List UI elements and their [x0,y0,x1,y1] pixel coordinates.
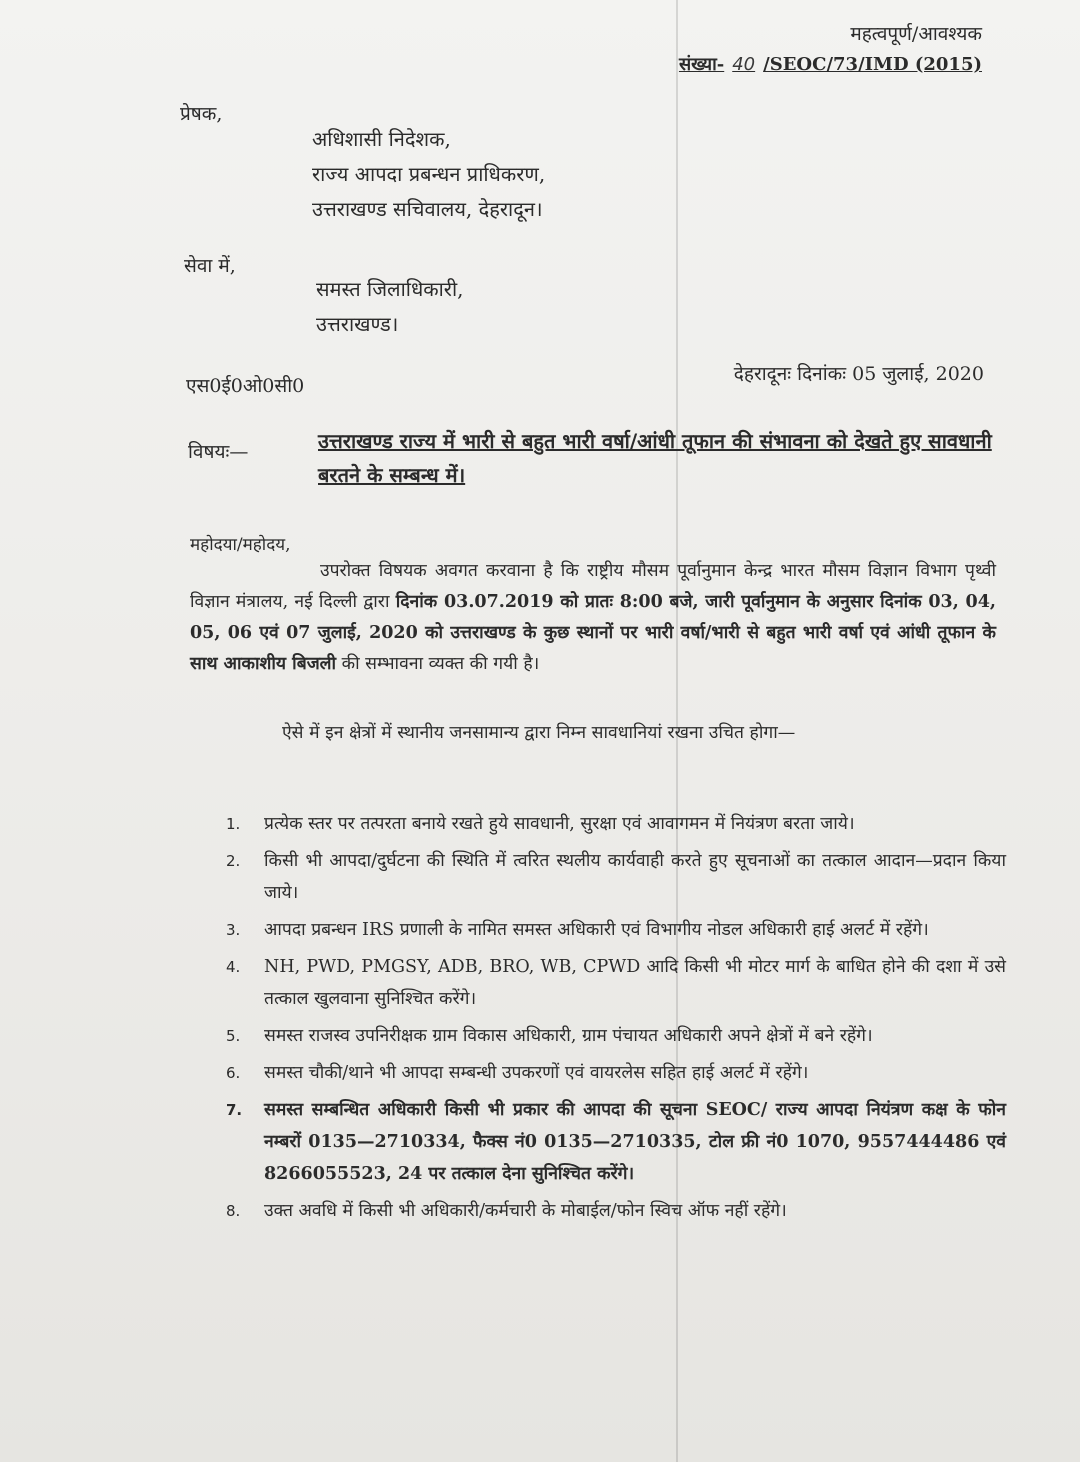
list-item-text: समस्त राजस्व उपनिरीक्षक ग्राम विकास अधिकारी, ग्राम पंचायत अधिकारी अपने क्षेत्रों में बने रहेंगे। [264,1026,873,1046]
reference-suffix: /SEOC/73/IMD (2015) [763,54,982,75]
list-item [226,845,1006,909]
list-item [226,951,1006,1015]
body-paragraph-1-intro: उपरोक्त विषयक अवगत करवाना है कि राष्ट्रीय मौसम पूर्वानुमान केन्द्र भारत मौसम विज्ञान विभाग पृथ्वी विज्ञान मंत्रालय, नई दिल्ली द्वारा [190,561,996,612]
recipient-line: उत्तराखण्ड। [316,312,399,336]
list-item-text: समस्त चौकी/थाने भी आपदा सम्बन्धी उपकरणों एवं वायरलेस सहित हाई अलर्ट में रहेंगे। [264,1063,809,1083]
office-code: एस0ई0ओ0सी0 [186,375,305,397]
sender-line: अधिशासी निदेशक, [312,127,451,151]
recipient-address [316,272,464,342]
list-item-number: 8. [226,1202,241,1220]
list-item [226,1057,1006,1089]
subject-label: विषयः— [188,441,249,463]
sender-line: राज्य आपदा प्रबन्धन प्राधिकरण, [312,162,546,186]
precautions-list [226,808,1006,1232]
list-item-number: 6. [226,1064,241,1082]
list-item [226,1195,1006,1227]
reference-handwritten-number: 40 [732,54,756,75]
list-item-text: आपदा प्रबन्धन IRS प्रणाली के नामित समस्त अधिकारी एवं विभागीय नोडल अधिकारी हाई अलर्ट में रहेंगे। [264,920,929,940]
recipient-line: समस्त जिलाधिकारी, [316,277,464,301]
list-item [226,1094,1006,1190]
body-paragraph-1 [190,556,996,680]
priority-label: महत्वपूर्ण/आवश्यक [850,23,982,45]
sender-label: प्रेषक, [180,103,223,125]
body-paragraph-1-end: की सम्भावना व्यक्त की गयी है। [336,654,540,674]
list-item-number: 5. [226,1027,241,1045]
salutation: महोदया/महोदय, [190,535,291,555]
list-item-number: 7. [226,1101,243,1119]
list-item-text: प्रत्येक स्तर पर तत्परता बनाये रखते हुये सावधानी, सुरक्षा एवं आवागमन में नियंत्रण बरता जाये। [264,814,855,834]
list-item [226,914,1006,946]
sender-line: उत्तराखण्ड सचिवालय, देहरादून। [312,197,543,221]
list-item-number: 4. [226,958,241,976]
list-item [226,808,1006,840]
body-paragraph-1-forecast: दिनांक 03.07.2019 को प्रातः 8:00 बजे, जारी पूर्वानुमान के अनुसार दिनांक 03, 04, 05, 06 एवं 07 जुलाई, 2020 को उत्तराखण्ड के कुछ स्थानों पर भारी वर्षा/भारी से बहुत भारी वर्षा एवं आंधी तूफान के साथ आकाशीय बिजली [190,592,996,674]
reference-number [679,52,982,76]
body-paragraph-2: ऐसे में इन क्षेत्रों में स्थानीय जनसामान्य द्वारा निम्न सावधानियां रखना उचित होगा— [282,723,796,743]
list-item [226,1020,1006,1052]
list-item-text: समस्त सम्बन्धित अधिकारी किसी भी प्रकार की आपदा की सूचना SEOC/ राज्य आपदा नियंत्रण कक्ष के फोन नम्बरों 0135—2710334, फैक्स नं0 0135—2710335, टोल फ्री नं0 1070, 9557444486 एवं 8266055523, 24 पर तत्काल देना सुनिश्चित करेंगे। [264,1100,1006,1184]
date-line: देहरादूनः दिनांकः 05 जुलाई, 2020 [733,363,984,385]
subject-text: उत्तराखण्ड राज्य में भारी से बहुत भारी वर्षा/आंधी तूफान की संभावना को देखते हुए सावधानी बरतने के सम्बन्ध में। [318,429,992,487]
list-item-number: 1. [226,815,241,833]
list-item-text: उक्त अवधि में किसी भी अधिकारी/कर्मचारी के मोबाईल/फोन स्विच ऑफ नहीं रहेंगे। [264,1201,787,1221]
list-item-number: 2. [226,852,241,870]
recipient-label: सेवा में, [184,255,236,277]
list-item-text: NH, PWD, PMGSY, ADB, BRO, WB, CPWD आदि किसी भी मोटर मार्ग के बाधित होने की दशा में उसे तत्काल खुलवाना सुनिश्चित करेंगे। [264,957,1006,1009]
sender-address [312,122,545,227]
list-item-number: 3. [226,921,241,939]
list-item-text: किसी भी आपदा/दुर्घटना की स्थिति में त्वरित स्थलीय कार्यवाही करते हुए सूचनाओं का तत्काल आदान—प्रदान किया जाये। [264,851,1006,903]
reference-prefix: संख्या- [678,54,725,75]
